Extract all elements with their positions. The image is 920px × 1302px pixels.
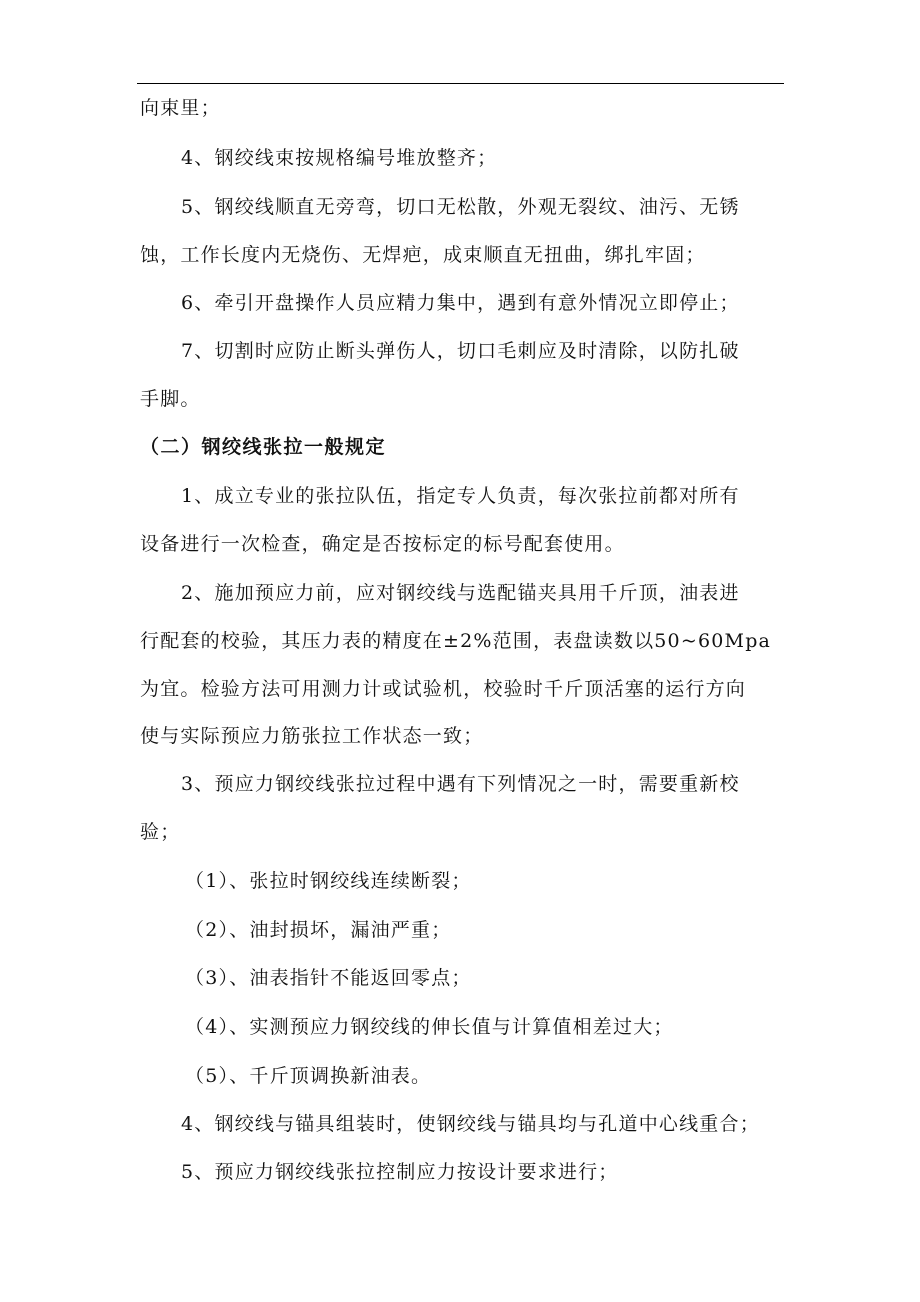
text-line: 1、成立专业的张拉队伍，指定专人负责，每次张拉前都对所有 bbox=[181, 485, 740, 507]
text-line: 4、钢绞线与锚具组装时，使钢绞线与锚具均与孔道中心线重合； bbox=[181, 1113, 760, 1135]
text-line: 2、施加预应力前，应对钢绞线与选配锚夹具用千斤顶，油表进 bbox=[181, 582, 740, 604]
list-item: （5）、千斤顶调换新油表。 bbox=[185, 1065, 432, 1087]
text-line: 设备进行一次检查，确定是否按标定的标号配套使用。 bbox=[140, 533, 625, 555]
text-line: 行配套的校验，其压力表的精度在±2%范围，表盘读数以50~60Mpa bbox=[140, 630, 772, 652]
list-item: （1）、张拉时钢绞线连续断裂； bbox=[185, 870, 472, 892]
list-item: （2）、油封损坏，漏油严重； bbox=[185, 919, 452, 941]
text-line: 6、牵引开盘操作人员应精力集中，遇到有意外情况立即停止； bbox=[181, 292, 740, 314]
text-line: 7、切割时应防止断头弹伤人，切口毛刺应及时清除，以防扎破 bbox=[181, 340, 740, 362]
text-line: 5、预应力钢绞线张拉控制应力按设计要求进行； bbox=[181, 1161, 619, 1183]
text-line: 使与实际预应力筋张拉工作状态一致； bbox=[140, 725, 484, 747]
text-line: 4、钢绞线束按规格编号堆放整齐； bbox=[181, 147, 498, 169]
text-line: 验； bbox=[140, 821, 181, 843]
list-item: （3）、油表指针不能返回零点； bbox=[185, 967, 472, 989]
text-line: 手脚。 bbox=[140, 388, 201, 410]
text-line: 蚀，工作长度内无烧伤、无焊疤，成束顺直无扭曲，绑扎牢固； bbox=[140, 244, 706, 266]
text-line: 3、预应力钢绞线张拉过程中遇有下列情况之一时，需要重新校 bbox=[181, 773, 740, 795]
text-line: 5、钢绞线顺直无旁弯，切口无松散，外观无裂纹、油污、无锈 bbox=[181, 196, 740, 218]
header-rule bbox=[137, 83, 784, 84]
text-line: 向束里； bbox=[140, 97, 221, 119]
list-item: （4）、实测预应力钢绞线的伸长值与计算值相差过大； bbox=[185, 1016, 674, 1038]
text-line: 为宜。检验方法可用测力计或试验机，校验时千斤顶活塞的运行方向 bbox=[140, 678, 747, 700]
section-heading: （二）钢绞线张拉一般规定 bbox=[140, 436, 387, 458]
